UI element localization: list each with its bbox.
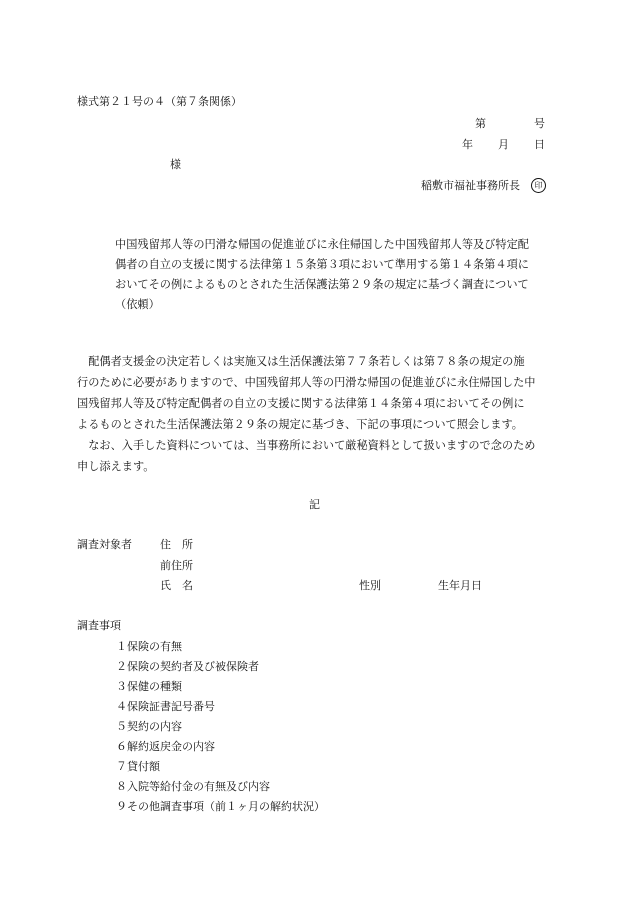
- date-year: 年: [462, 138, 473, 151]
- list-item: ２保険の契約者及び被保険者: [116, 660, 259, 673]
- title-line: 中国残留邦人等の円滑な帰国の促進並びに永住帰国した中国残留邦人等及び特定配: [115, 238, 529, 251]
- items-heading: 調査事項: [77, 619, 121, 632]
- form-id: 様式第２１号の４（第７条関係）: [77, 95, 242, 108]
- body-line: なお、入手した資料については、当事務所において厳秘資料として扱いますので念のため: [77, 439, 536, 452]
- body-line: 配偶者支援金の決定若しくは実施又は生活保護法第７７条若しくは第７８条の規定の施: [77, 355, 525, 368]
- subject-name-label: 氏 名: [160, 579, 193, 592]
- ki-heading: 記: [309, 498, 320, 511]
- seal-mark: 印: [531, 178, 546, 193]
- subject-label: 調査対象者: [77, 538, 132, 551]
- title-line: おいてその例によるものとされた生活保護法第２９条の規定に基づく調査について: [115, 278, 529, 291]
- list-item: ４保険証書記号番号: [116, 700, 215, 713]
- subject-birthdate-label: 生年月日: [438, 579, 482, 592]
- title-line: （依頼）: [115, 298, 160, 311]
- addressee-suffix: 様: [170, 158, 181, 171]
- body-line: 申し添えます。: [77, 460, 155, 473]
- issuer-name: 稲敷市福祉事務所長: [421, 179, 520, 192]
- list-item: ８入院等給付金の有無及び内容: [116, 780, 270, 793]
- title-line: 偶者の自立の支援に関する法律第１５条第３項において準用する第１４条第４項に: [115, 258, 529, 271]
- list-item: ９その他調査事項（前１ヶ月の解約状況）: [116, 800, 325, 813]
- date-day: 日: [534, 138, 545, 151]
- body-line: 行のために必要がありますので、中国残留邦人等の円滑な帰国の促進並びに永住帰国した中: [77, 376, 536, 389]
- list-item: ５契約の内容: [116, 720, 182, 733]
- date-month: 月: [498, 138, 509, 151]
- number-label-dai: 第: [475, 117, 486, 130]
- number-label-go: 号: [534, 117, 545, 130]
- subject-former-address-label: 前住所: [160, 559, 193, 572]
- subject-gender-label: 性別: [359, 579, 381, 592]
- subject-address-label: 住 所: [160, 538, 193, 551]
- body-line: 国残留邦人等及び特定配偶者の自立の支援に関する法律第１４条第４項においてその例に: [77, 397, 525, 410]
- list-item: ７貸付額: [116, 760, 160, 773]
- list-item: １保険の有無: [116, 640, 182, 653]
- body-line: よるものとされた生活保護法第２９条の規定に基づき、下記の事項について照会します。: [77, 418, 523, 431]
- list-item: ３保健の種類: [116, 680, 182, 693]
- list-item: ６解約返戻金の内容: [116, 740, 215, 753]
